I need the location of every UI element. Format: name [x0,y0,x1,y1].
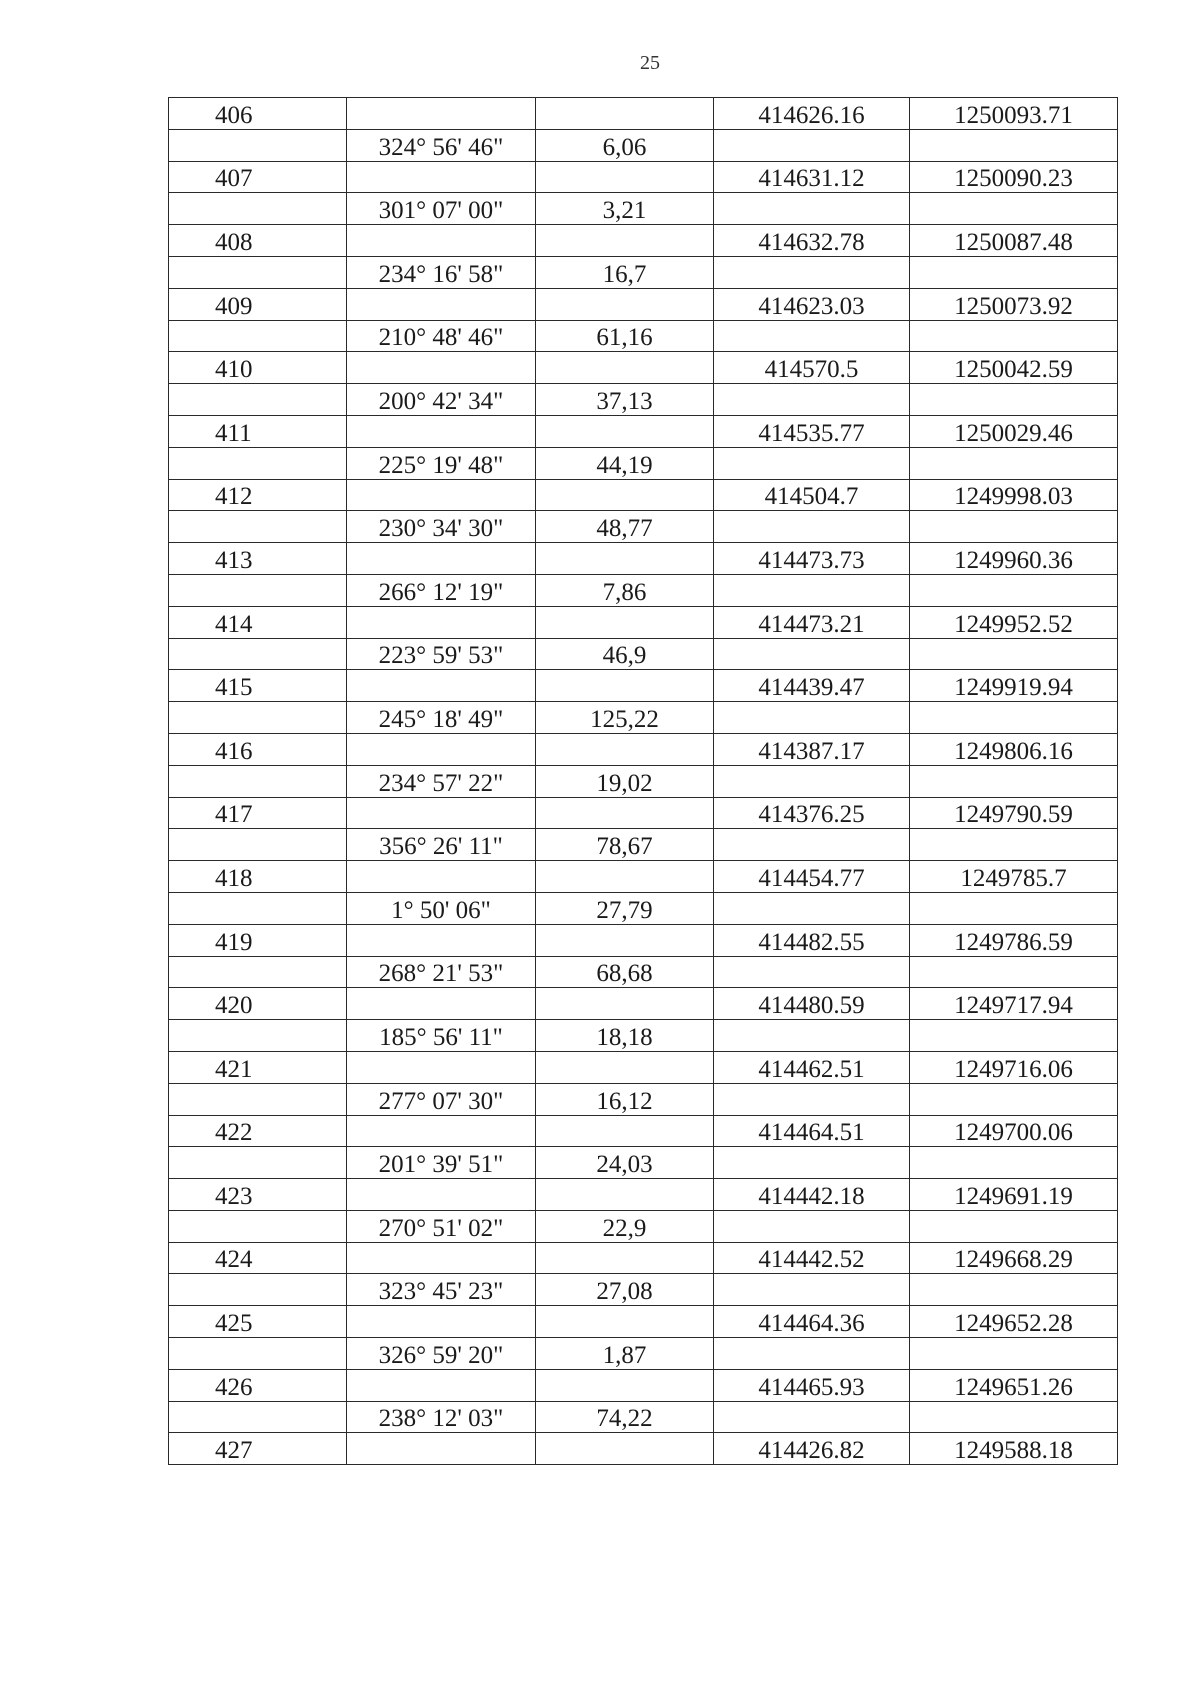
segment-length: 48,77 [536,511,714,543]
empty-cell [910,1020,1118,1052]
empty-cell [347,415,536,447]
empty-cell [714,447,910,479]
empty-cell [169,892,347,924]
direction-angle: 230° 34' 30" [347,511,536,543]
segment-row [169,1020,1118,1052]
empty-cell [714,574,910,606]
segment-row [169,1401,1118,1433]
segment-row [169,256,1118,288]
point-number: 410 [169,352,347,384]
direction-angle: 326° 59' 20" [347,1338,536,1370]
empty-cell [714,1147,910,1179]
empty-cell [169,702,347,734]
empty-cell [347,606,536,638]
segment-row [169,129,1118,161]
x-coordinate: 414439.47 [714,670,910,702]
segment-row [169,1274,1118,1306]
point-number: 414 [169,606,347,638]
segment-row [169,511,1118,543]
x-coordinate: 414482.55 [714,924,910,956]
empty-cell [347,288,536,320]
segment-length: 46,9 [536,638,714,670]
x-coordinate: 414632.78 [714,225,910,257]
x-coordinate: 414480.59 [714,988,910,1020]
empty-cell [169,765,347,797]
point-row [169,1115,1118,1147]
point-number: 421 [169,1051,347,1083]
direction-angle: 323° 45' 23" [347,1274,536,1306]
y-coordinate: 1249652.28 [910,1306,1118,1338]
empty-cell [910,447,1118,479]
direction-angle: 268° 21' 53" [347,956,536,988]
point-row [169,98,1118,130]
x-coordinate: 414473.21 [714,606,910,638]
empty-cell [910,1338,1118,1370]
point-number: 427 [169,1433,347,1465]
point-number: 412 [169,479,347,511]
point-number: 418 [169,861,347,893]
empty-cell [714,638,910,670]
empty-cell [347,924,536,956]
direction-angle: 234° 16' 58" [347,256,536,288]
empty-cell [347,352,536,384]
y-coordinate: 1249952.52 [910,606,1118,638]
x-coordinate: 414464.51 [714,1115,910,1147]
empty-cell [169,447,347,479]
table-body [169,98,1118,1465]
point-row [169,1242,1118,1274]
segment-row [169,384,1118,416]
y-coordinate: 1250093.71 [910,98,1118,130]
empty-cell [169,384,347,416]
segment-length: 68,68 [536,956,714,988]
segment-row [169,702,1118,734]
segment-row [169,447,1118,479]
empty-cell [347,543,536,575]
segment-row [169,892,1118,924]
empty-cell [714,956,910,988]
segment-length: 37,13 [536,384,714,416]
point-number: 413 [169,543,347,575]
direction-angle: 238° 12' 03" [347,1401,536,1433]
direction-angle: 301° 07' 00" [347,193,536,225]
y-coordinate: 1249998.03 [910,479,1118,511]
point-row [169,415,1118,447]
y-coordinate: 1249785.7 [910,861,1118,893]
segment-row [169,638,1118,670]
segment-row [169,1083,1118,1115]
empty-cell [714,384,910,416]
empty-cell [536,352,714,384]
empty-cell [536,161,714,193]
empty-cell [347,988,536,1020]
x-coordinate: 414626.16 [714,98,910,130]
point-row [169,1306,1118,1338]
empty-cell [910,1147,1118,1179]
empty-cell [169,193,347,225]
point-row [169,670,1118,702]
empty-cell [714,829,910,861]
y-coordinate: 1250087.48 [910,225,1118,257]
y-coordinate: 1249960.36 [910,543,1118,575]
point-row [169,861,1118,893]
empty-cell [714,1083,910,1115]
y-coordinate: 1250042.59 [910,352,1118,384]
direction-angle: 201° 39' 51" [347,1147,536,1179]
x-coordinate: 414464.36 [714,1306,910,1338]
empty-cell [536,1433,714,1465]
y-coordinate: 1249716.06 [910,1051,1118,1083]
x-coordinate: 414465.93 [714,1369,910,1401]
point-row [169,1433,1118,1465]
empty-cell [714,1338,910,1370]
x-coordinate: 414631.12 [714,161,910,193]
empty-cell [536,1242,714,1274]
empty-cell [714,765,910,797]
y-coordinate: 1249588.18 [910,1433,1118,1465]
point-row [169,1179,1118,1211]
y-coordinate: 1249806.16 [910,733,1118,765]
empty-cell [169,511,347,543]
empty-cell [169,1083,347,1115]
point-number: 406 [169,98,347,130]
empty-cell [347,479,536,511]
empty-cell [910,702,1118,734]
x-coordinate: 414426.82 [714,1433,910,1465]
empty-cell [169,320,347,352]
segment-length: 61,16 [536,320,714,352]
empty-cell [536,288,714,320]
point-number: 423 [169,1179,347,1211]
empty-cell [910,256,1118,288]
x-coordinate: 414454.77 [714,861,910,893]
point-row [169,543,1118,575]
point-row [169,352,1118,384]
point-row [169,924,1118,956]
empty-cell [714,1401,910,1433]
direction-angle: 225° 19' 48" [347,447,536,479]
empty-cell [536,543,714,575]
point-number: 415 [169,670,347,702]
direction-angle: 245° 18' 49" [347,702,536,734]
empty-cell [536,1369,714,1401]
segment-length: 16,7 [536,256,714,288]
point-number: 409 [169,288,347,320]
empty-cell [347,1242,536,1274]
empty-cell [169,638,347,670]
direction-angle: 223° 59' 53" [347,638,536,670]
point-number: 408 [169,225,347,257]
x-coordinate: 414462.51 [714,1051,910,1083]
empty-cell [910,1083,1118,1115]
empty-cell [347,797,536,829]
segment-length: 125,22 [536,702,714,734]
segment-length: 27,08 [536,1274,714,1306]
empty-cell [910,1210,1118,1242]
x-coordinate: 414442.18 [714,1179,910,1211]
segment-row [169,1210,1118,1242]
direction-angle: 185° 56' 11" [347,1020,536,1052]
segment-length: 1,87 [536,1338,714,1370]
empty-cell [169,1147,347,1179]
direction-angle: 270° 51' 02" [347,1210,536,1242]
x-coordinate: 414570.5 [714,352,910,384]
empty-cell [169,1401,347,1433]
empty-cell [169,829,347,861]
empty-cell [169,1210,347,1242]
segment-length: 19,02 [536,765,714,797]
empty-cell [714,1274,910,1306]
empty-cell [910,829,1118,861]
y-coordinate: 1250029.46 [910,415,1118,447]
empty-cell [714,511,910,543]
point-row [169,161,1118,193]
empty-cell [536,797,714,829]
segment-row [169,1147,1118,1179]
empty-cell [347,1369,536,1401]
point-number: 425 [169,1306,347,1338]
y-coordinate: 1249691.19 [910,1179,1118,1211]
empty-cell [169,956,347,988]
segment-length: 22,9 [536,1210,714,1242]
segment-length: 3,21 [536,193,714,225]
empty-cell [714,320,910,352]
point-row [169,225,1118,257]
direction-angle: 200° 42' 34" [347,384,536,416]
direction-angle: 356° 26' 11" [347,829,536,861]
y-coordinate: 1249651.26 [910,1369,1118,1401]
segment-length: 18,18 [536,1020,714,1052]
empty-cell [910,765,1118,797]
x-coordinate: 414473.73 [714,543,910,575]
empty-cell [347,670,536,702]
direction-angle: 277° 07' 30" [347,1083,536,1115]
point-row [169,988,1118,1020]
y-coordinate: 1249668.29 [910,1242,1118,1274]
empty-cell [169,1274,347,1306]
segment-row [169,574,1118,606]
segment-length: 16,12 [536,1083,714,1115]
empty-cell [536,606,714,638]
direction-angle: 1° 50' 06" [347,892,536,924]
empty-cell [347,1051,536,1083]
y-coordinate: 1250073.92 [910,288,1118,320]
direction-angle: 210° 48' 46" [347,320,536,352]
empty-cell [910,574,1118,606]
empty-cell [536,98,714,130]
empty-cell [714,702,910,734]
point-row [169,479,1118,511]
empty-cell [347,225,536,257]
point-row [169,1369,1118,1401]
page-number: 25 [640,52,660,74]
empty-cell [714,1020,910,1052]
empty-cell [536,733,714,765]
y-coordinate: 1249700.06 [910,1115,1118,1147]
empty-cell [169,129,347,161]
empty-cell [910,193,1118,225]
empty-cell [910,320,1118,352]
empty-cell [536,1115,714,1147]
segment-length: 74,22 [536,1401,714,1433]
y-coordinate: 1250090.23 [910,161,1118,193]
point-number: 422 [169,1115,347,1147]
empty-cell [910,129,1118,161]
direction-angle: 324° 56' 46" [347,129,536,161]
empty-cell [714,892,910,924]
x-coordinate: 414504.7 [714,479,910,511]
empty-cell [169,256,347,288]
y-coordinate: 1249786.59 [910,924,1118,956]
point-number: 419 [169,924,347,956]
empty-cell [714,256,910,288]
empty-cell [169,1020,347,1052]
empty-cell [910,1274,1118,1306]
x-coordinate: 414442.52 [714,1242,910,1274]
coordinate-table [168,97,1118,1465]
point-row [169,1051,1118,1083]
empty-cell [347,1306,536,1338]
x-coordinate: 414623.03 [714,288,910,320]
empty-cell [347,98,536,130]
empty-cell [536,924,714,956]
empty-cell [910,384,1118,416]
segment-length: 44,19 [536,447,714,479]
x-coordinate: 414376.25 [714,797,910,829]
x-coordinate: 414387.17 [714,733,910,765]
empty-cell [347,861,536,893]
segment-length: 6,06 [536,129,714,161]
empty-cell [910,1401,1118,1433]
point-row [169,797,1118,829]
direction-angle: 234° 57' 22" [347,765,536,797]
y-coordinate: 1249717.94 [910,988,1118,1020]
point-number: 407 [169,161,347,193]
empty-cell [714,193,910,225]
segment-row [169,320,1118,352]
segment-row [169,765,1118,797]
empty-cell [347,1179,536,1211]
point-number: 420 [169,988,347,1020]
empty-cell [536,479,714,511]
point-row [169,733,1118,765]
empty-cell [536,415,714,447]
empty-cell [347,161,536,193]
empty-cell [169,574,347,606]
empty-cell [910,956,1118,988]
segment-row [169,193,1118,225]
segment-row [169,956,1118,988]
segment-length: 78,67 [536,829,714,861]
segment-length: 7,86 [536,574,714,606]
direction-angle: 266° 12' 19" [347,574,536,606]
empty-cell [347,733,536,765]
empty-cell [536,1051,714,1083]
segment-length: 27,79 [536,892,714,924]
empty-cell [536,1179,714,1211]
empty-cell [910,892,1118,924]
y-coordinate: 1249919.94 [910,670,1118,702]
point-number: 411 [169,415,347,447]
empty-cell [169,1338,347,1370]
empty-cell [714,1210,910,1242]
point-number: 417 [169,797,347,829]
empty-cell [910,511,1118,543]
segment-length: 24,03 [536,1147,714,1179]
point-number: 426 [169,1369,347,1401]
point-number: 416 [169,733,347,765]
x-coordinate: 414535.77 [714,415,910,447]
y-coordinate: 1249790.59 [910,797,1118,829]
point-number: 424 [169,1242,347,1274]
empty-cell [714,129,910,161]
empty-cell [347,1433,536,1465]
segment-row [169,1338,1118,1370]
empty-cell [536,861,714,893]
empty-cell [910,638,1118,670]
segment-row [169,829,1118,861]
empty-cell [536,225,714,257]
empty-cell [536,1306,714,1338]
point-row [169,288,1118,320]
empty-cell [536,670,714,702]
empty-cell [347,1115,536,1147]
point-row [169,606,1118,638]
empty-cell [536,988,714,1020]
